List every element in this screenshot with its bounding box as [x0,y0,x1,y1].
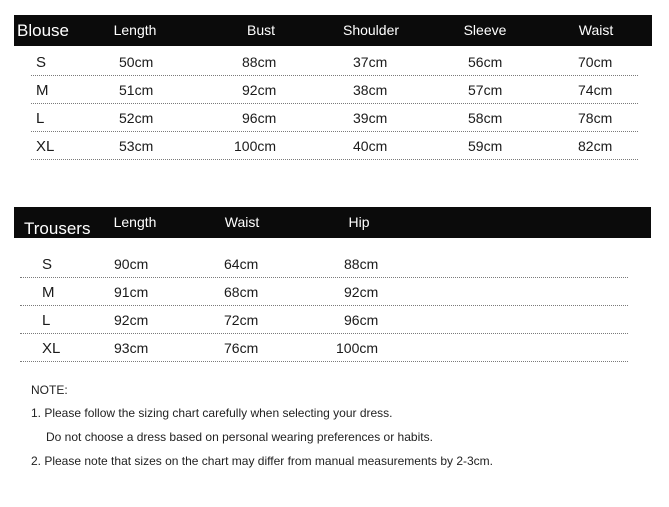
blouse-bust-cell: 88cm [242,54,277,70]
blouse-length-cell: 50cm [119,54,154,70]
blouse-length-cell: 51cm [119,82,154,98]
trousers-table-title: Trousers [24,219,91,238]
note-item-1-continued: Do not choose a dress based on personal wearing preferences or habits. [46,430,433,444]
blouse-sleeve-cell: 59cm [468,138,503,154]
blouse-shoulder-cell: 38cm [353,82,388,98]
blouse-waist-cell: 78cm [578,110,613,126]
blouse-row-m [31,78,638,104]
trousers-row-s [20,252,628,278]
trousers-hip-cell: 100cm [336,340,379,356]
trousers-size-cell: L [42,312,51,329]
blouse-shoulder-cell: 39cm [353,110,388,126]
trousers-waist-cell: 68cm [224,284,259,300]
blouse-size-cell: M [36,82,49,99]
trousers-length-cell: 93cm [114,340,149,356]
blouse-bust-cell: 100cm [234,138,277,154]
trousers-hip-cell: 96cm [344,312,379,328]
blouse-size-cell: XL [36,138,55,155]
trousers-header-length: Length [113,214,157,230]
blouse-bust-cell: 92cm [242,82,277,98]
trousers-length-cell: 92cm [114,312,149,328]
blouse-length-cell: 52cm [119,110,154,126]
trousers-size-cell: S [42,256,53,273]
trousers-header-bar [14,207,651,238]
note-item-1: 1. Please follow the sizing chart carefully when selecting your dress. [31,406,393,420]
trousers-waist-cell: 76cm [224,340,259,356]
trousers-length-cell: 90cm [114,256,149,272]
blouse-row-xl [31,134,638,160]
blouse-waist-cell: 74cm [578,82,613,98]
trousers-header-hip: Hip [348,214,370,230]
blouse-size-cell: S [36,54,47,71]
blouse-shoulder-cell: 37cm [353,54,388,70]
blouse-sleeve-cell: 57cm [468,82,503,98]
trousers-waist-cell: 64cm [224,256,259,272]
blouse-row-l [31,106,638,132]
trousers-length-cell: 91cm [114,284,149,300]
blouse-header-bust: Bust [246,22,276,38]
trousers-row-m [20,280,628,306]
blouse-header-waist: Waist [578,22,614,38]
trousers-header-waist: Waist [224,214,260,230]
blouse-sleeve-cell: 58cm [468,110,503,126]
note-item-2: 2. Please note that sizes on the chart may differ from manual measurements by 2-3cm. [31,454,493,468]
trousers-hip-cell: 88cm [344,256,379,272]
blouse-size-cell: L [36,110,45,127]
blouse-header-sleeve: Sleeve [463,22,507,38]
trousers-size-cell: XL [42,340,61,357]
blouse-header-length: Length [113,22,157,38]
blouse-header-bar [14,15,652,46]
notes-heading: NOTE: [31,383,68,397]
blouse-row-s [31,50,638,76]
trousers-hip-cell: 92cm [344,284,379,300]
blouse-header-shoulder: Shoulder [342,22,400,38]
blouse-sleeve-cell: 56cm [468,54,503,70]
blouse-waist-cell: 82cm [578,138,613,154]
trousers-row-xl [20,336,628,362]
blouse-bust-cell: 96cm [242,110,277,126]
blouse-waist-cell: 70cm [578,54,613,70]
trousers-waist-cell: 72cm [224,312,259,328]
trousers-size-cell: M [42,284,55,301]
trousers-row-l [20,308,628,334]
blouse-shoulder-cell: 40cm [353,138,388,154]
blouse-table-title: Blouse [17,21,69,40]
blouse-length-cell: 53cm [119,138,154,154]
